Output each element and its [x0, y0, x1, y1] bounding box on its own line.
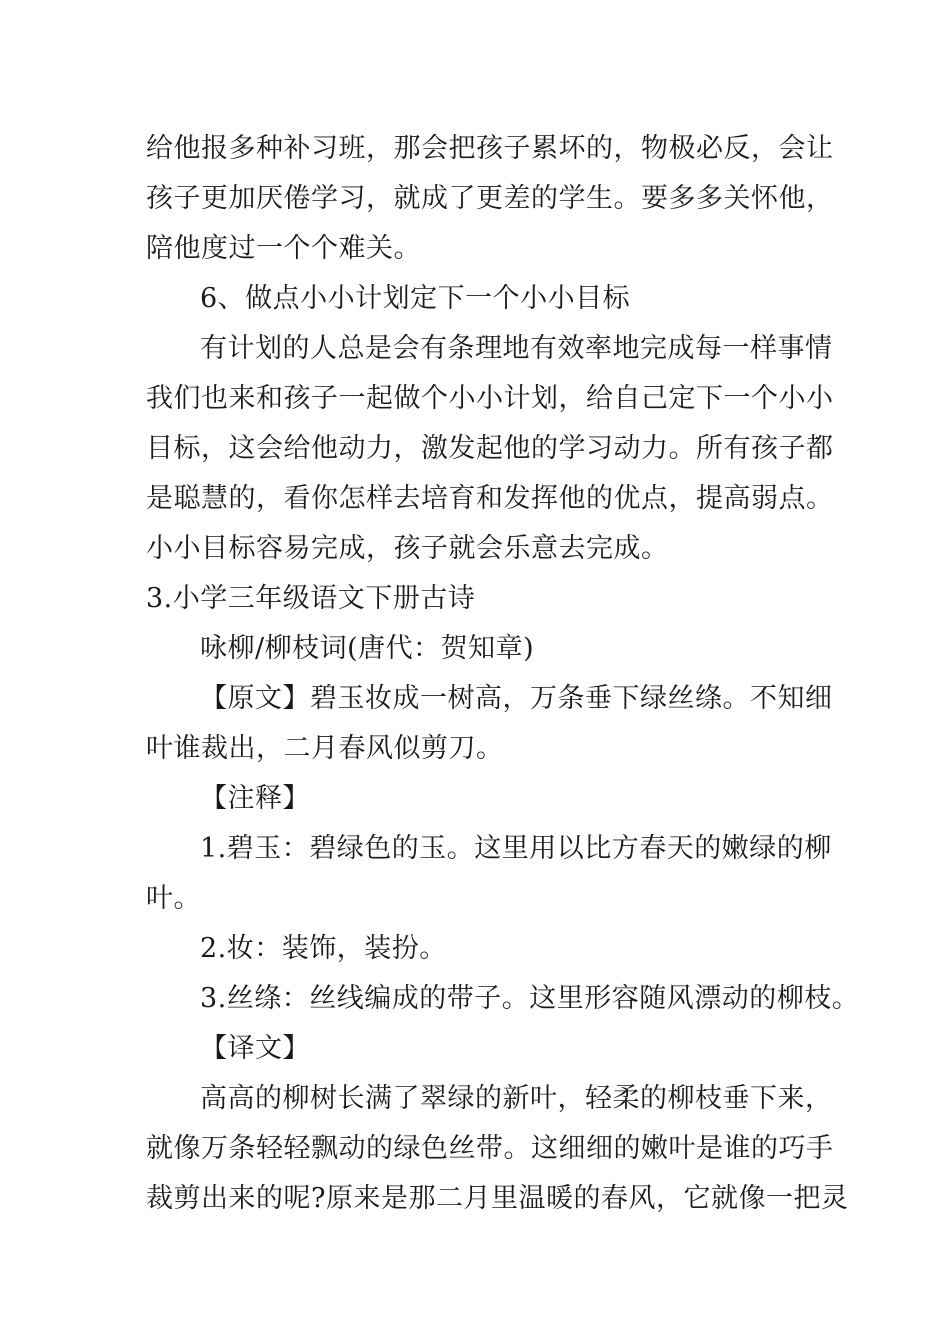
- body-text-line: 孩子更加厌倦学习，就成了更差的学生。要多多关怀他，: [146, 183, 834, 214]
- section-heading: 6、做点小小计划定下一个小小目标: [200, 283, 631, 314]
- note-item: 叶。: [146, 883, 201, 914]
- poem-title: 咏柳/柳枝词(唐代：贺知章): [200, 633, 535, 664]
- body-text-line: 有计划的人总是会有条理地有效率地完成每一样事情: [200, 333, 833, 364]
- body-text-line: 陪他度过一个个难关。: [146, 233, 421, 264]
- translation-text: 裁剪出来的呢?原来是那二月里温暖的春风，它就像一把灵: [146, 1183, 849, 1214]
- section-heading: 3.小学三年级语文下册古诗: [146, 583, 476, 614]
- body-text-line: 小小目标容易完成，孩子就会乐意去完成。: [146, 533, 669, 564]
- body-text-line: 给他报多种补习班，那会把孩子累坏的，物极必反，会让: [146, 133, 834, 164]
- body-text-line: 目标，这会给他动力，激发起他的学习动力。所有孩子都: [146, 433, 834, 464]
- translation-text: 高高的柳树长满了翠绿的新叶，轻柔的柳枝垂下来，: [200, 1083, 833, 1114]
- body-text-line: 我们也来和孩子一起做个小小计划，给自己定下一个小小: [146, 383, 834, 414]
- body-text-line: 是聪慧的，看你怎样去培育和发挥他的优点，提高弱点。: [146, 483, 834, 514]
- poem-original-text: 【原文】碧玉妆成一树高，万条垂下绿丝绦。不知细: [200, 683, 833, 714]
- note-item: 1.碧玉：碧绿色的玉。这里用以比方春天的嫩绿的柳: [200, 833, 832, 864]
- translation-heading: 【译文】: [200, 1033, 310, 1064]
- poem-original-text: 叶谁裁出，二月春风似剪刀。: [146, 733, 504, 764]
- translation-text: 就像万条轻轻飘动的绿色丝带。这细细的嫩叶是谁的巧手: [146, 1133, 834, 1164]
- note-item: 2.妆：装饰，装扮。: [200, 933, 447, 964]
- note-item: 3.丝绦：丝线编成的带子。这里形容随风漂动的柳枝。: [200, 983, 860, 1014]
- notes-heading: 【注释】: [200, 783, 310, 814]
